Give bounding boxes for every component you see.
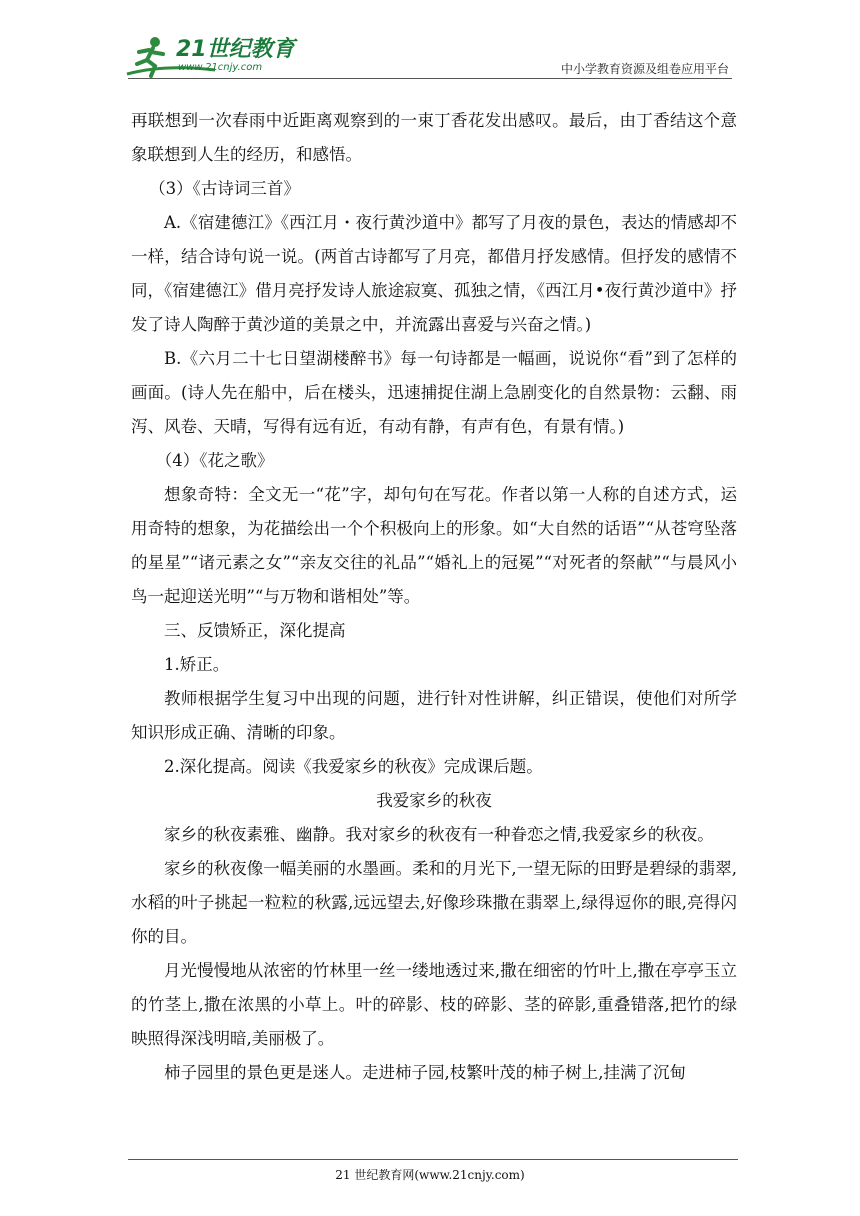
section-heading: （4）《花之歌》 [155, 451, 274, 470]
section-heading: （3）《古诗词三首》 [149, 179, 300, 198]
paragraph: 2.深化提高。阅读《我爱家乡的秋夜》完成课后题。 [164, 757, 543, 776]
paragraph: A.《宿建德江》《西江月・夜行黄沙道中》都写了月夜的景色，表达的情感却不一样，结合诗句说一说。(两首古诗都写了月亮，都借月抒发感情。但抒发的感情不同，《宿建德江》借月亮抒发诗人旅途寂寞、孤独之情，《西江月•夜行黄沙道中》抒发了诗人陶醉于黄沙道的美景之中，并流露出喜爱与兴奋之情。) [131, 213, 737, 334]
logo-text: 21世纪教育 [176, 37, 295, 62]
paragraph: 再联想到一次春雨中近距离观察到的一束丁香花发出感叹。最后，由丁香结这个意象联想到人生的经历，和感悟。 [131, 111, 737, 164]
site-name: 中小学教育资源及组卷应用平台 [560, 62, 729, 76]
paragraph: 想象奇特：全文无一“花”字，却句句在写花。作者以第一人称的自述方式，运用奇特的想象，为花描绘出一个个积极向上的形象。如“大自然的话语”“从苍穹坠落的星星”“诸元素之女”“亲友交往的礼品”“婚礼上的冠冕”“对死者的祭献”“与晨风小鸟一起迎送光明”“与万物和谐相处”等。 [131, 485, 737, 606]
page-header [0, 0, 860, 80]
paragraph: 柿子园里的景色更是迷人。走进柿子园,枝繁叶茂的柿子树上,挂满了沉甸 [164, 1063, 686, 1082]
header-divider [128, 78, 732, 79]
logo-url: www.21cnjy.com [178, 62, 263, 73]
paragraph: B.《六月二十七日望湖楼醉书》每一句诗都是一幅画，说说你“看”到了怎样的画面。(诗人先在船中，后在楼头，迅速捕捉住湖上急剧变化的自然景物：云翻、雨泻、风卷、天晴，写得有远有近，有动有静，有声有色，有景有情。) [131, 349, 737, 436]
paragraph: 月光慢慢地从浓密的竹林里一丝一缕地透过来,撒在细密的竹叶上,撒在亭亭玉立的竹茎上,撒在浓黑的小草上。叶的碎影、枝的碎影、茎的碎影,重叠错落,把竹的绿映照得深浅明暗,美丽极了。 [131, 961, 737, 1048]
footer-divider [128, 1159, 738, 1160]
paragraph: 家乡的秋夜素雅、幽静。我对家乡的秋夜有一种眷恋之情,我爱家乡的秋夜。 [164, 825, 714, 844]
document-body [131, 104, 737, 1090]
paragraph: 教师根据学生复习中出现的问题，进行针对性讲解，纠正错误，使他们对所学知识形成正确、清晰的印象。 [131, 689, 737, 742]
paragraph: 1.矫正。 [164, 655, 230, 674]
article-title: 我爱家乡的秋夜 [376, 791, 492, 810]
page-footer: 21 世纪教育网(www.21cnjy.com) [335, 1168, 525, 1182]
paragraph: 家乡的秋夜像一幅美丽的水墨画。柔和的月光下,一望无际的田野是碧绿的翡翠,水稻的叶子挑起一粒粒的秋露,远远望去,好像珍珠撒在翡翠上,绿得逗你的眼,亮得闪你的目。 [131, 859, 737, 946]
section-heading: 三、反馈矫正，深化提高 [164, 621, 346, 640]
